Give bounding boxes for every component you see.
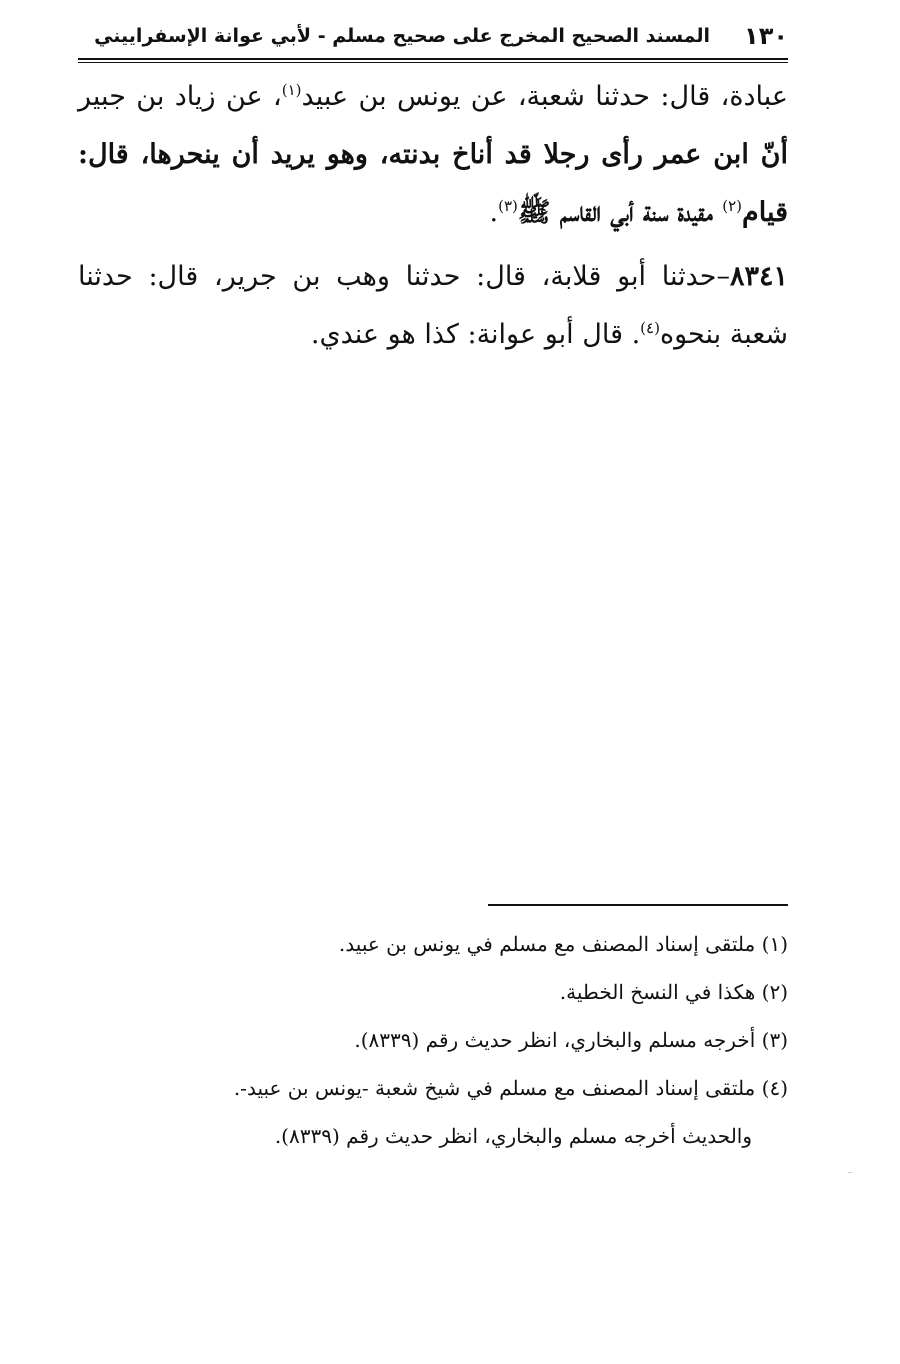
footnote-ref-1: (١) (281, 81, 302, 99)
p1-matn-bold: أنّ ابن عمر رأى رجلا قد أناخ بدنته، وهو يريد أن ينحرها، قال: قيام (78, 139, 788, 228)
header-title: المسند الصحيح المخرج على صحيح مسلم - لأبي عوانة الإسفراييني (94, 25, 711, 47)
footnote-4-continuation: والحديث أخرجه مسلم والبخاري، انظر حديث رقم (٨٣٣٩). (274, 1124, 752, 1148)
p1-text-2: ، عن زياد بن جبير (78, 81, 282, 112)
header-rule (78, 58, 788, 63)
p2-text-1: –حدثنا أبو قلابة، قال: حدثنا وهب بن جرير، قال: حدثنا شعبة بنحوه (78, 261, 788, 350)
paragraph-2 (78, 248, 788, 364)
main-text (78, 68, 788, 364)
p2-text-2: . قال أبو عوانة: كذا هو عندي. (310, 319, 641, 350)
footnote-ref-4: (٤) (640, 319, 660, 337)
page-number: ١٣٠ (744, 22, 788, 50)
footnote-4: (٤) ملتقى إسناد المصنف مع مسلم في شيخ شعبة -يونس بن عبيد-. (233, 1076, 788, 1100)
footnote-separator (488, 904, 788, 906)
footnote-2: (٢) هكذا في النسخ الخطية. (559, 980, 788, 1004)
paragraph-1 (78, 68, 788, 242)
p1-text-end: . (489, 197, 499, 228)
footnote-1: (١) ملتقى إسناد المصنف مع مسلم في يونس بن عبيد. (338, 932, 788, 956)
footnote-ref-2: (٢) (722, 197, 742, 215)
scan-mark (848, 1172, 852, 1173)
p1-text-1: عبادة، قال: حدثنا شعبة، عن يونس بن عبيد (301, 81, 788, 112)
footnote-3: (٣) أخرجه مسلم والبخاري، انظر حديث رقم (٨٣٣٩). (354, 1028, 788, 1052)
footnotes (78, 920, 788, 1160)
p1-matn-bold-2: مقيدة سنة أبي القاسم ﷺ (517, 197, 723, 228)
running-header (78, 18, 788, 54)
footnote-ref-3: (٣) (498, 197, 518, 215)
hadith-number: ٨٣٤١ (729, 261, 788, 292)
